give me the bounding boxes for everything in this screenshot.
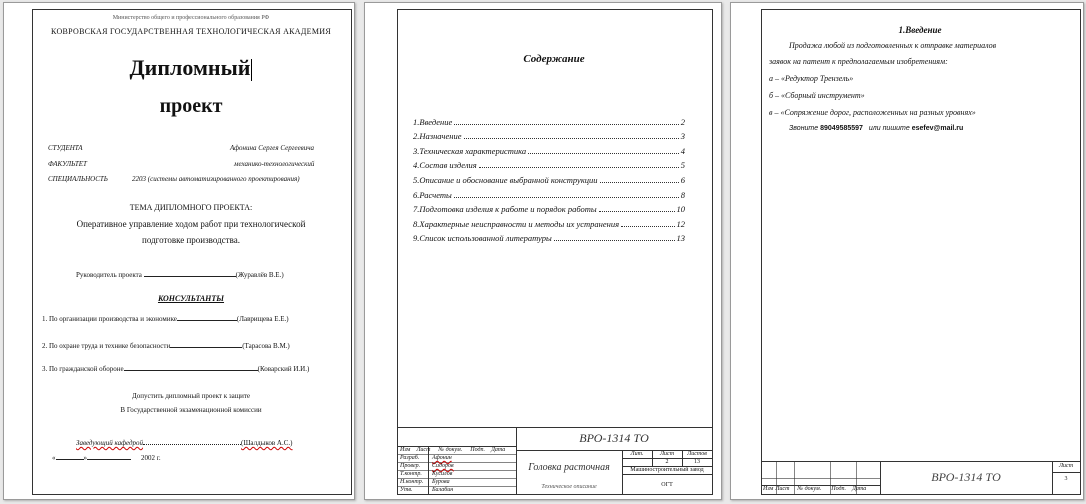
stamp-person: Сидоров	[432, 463, 454, 469]
stamp-person: Афонин	[432, 455, 452, 461]
student-value: Афонина Сергея Сергеевича	[230, 144, 315, 152]
toc-label: 7.Подготовка изделия к работе и порядок работы	[413, 204, 597, 214]
supervisor-label: Руководитель проекта	[76, 271, 142, 279]
intro-page	[730, 2, 1084, 500]
stamp-org: Машиностроительный завод	[630, 467, 704, 473]
page-frame	[397, 9, 713, 495]
stamp-code: ВРО-1314 ТО	[579, 431, 649, 445]
faculty-value: механико-технологический	[234, 160, 315, 168]
intro-para-line-2: заявок на патент к предполагаемым изобретениям:	[769, 57, 948, 66]
stamp-col: Лист	[775, 486, 790, 492]
date-row	[52, 450, 161, 462]
stamp-product-name: Головка расточная	[528, 462, 610, 473]
consultant-name: (Коварский И.И.)	[257, 365, 310, 373]
toc-label: 6.Расчеты	[413, 190, 452, 200]
theme-line-1: Оперативное управление ходом работ при технологической	[76, 219, 306, 229]
supervisor-name: (Журавлёв В.Е.)	[235, 271, 284, 279]
toc-page: 12	[676, 219, 685, 229]
invention-item: б – «Сборный инструмент»	[769, 91, 865, 100]
signature-line	[177, 311, 237, 321]
toc-entry	[413, 190, 685, 200]
contact-row	[789, 125, 963, 132]
toc-label: 2.Назначение	[413, 131, 462, 141]
signature-line	[143, 435, 241, 445]
toc-entry	[413, 204, 685, 214]
contact-mid: или пишите	[868, 125, 910, 132]
toc-entry	[413, 233, 685, 243]
toc-label: 3.Техническая характеристика	[413, 146, 527, 156]
toc-entry	[413, 175, 685, 185]
stamp-col: Лист	[416, 447, 431, 453]
month-line	[87, 450, 131, 460]
toc-page: 13	[676, 233, 685, 243]
stamp-col: № докум.	[438, 447, 463, 453]
theme-line-2: подготовке производства.	[142, 235, 240, 245]
head-label: Заведующий кафедрой	[76, 439, 144, 447]
contents-heading: Содержание	[523, 53, 585, 65]
toc-label: 5.Описание и обоснование выбранной конструкции	[413, 175, 598, 185]
admit-line-1: Допустить дипломный проект к защите	[131, 392, 251, 400]
stamp-person: Балабин	[432, 487, 454, 493]
stamp-sheet-value: 2	[665, 459, 669, 465]
toc-page: 5	[680, 160, 685, 170]
date-year: 2002 г.	[141, 454, 161, 462]
toc-page: 8	[680, 190, 685, 200]
stamp-col: Подп.	[470, 447, 486, 453]
consultant-row	[42, 361, 309, 373]
head-row	[76, 435, 293, 447]
stamp-col-headers	[400, 447, 505, 453]
specialty-value: 2203 (системы автоматизированного проектирования)	[132, 175, 300, 183]
consultant-name: (Лаврищева Е.Е.)	[236, 315, 289, 323]
toc-page: 3	[680, 131, 685, 141]
stamp-person: Кусилов	[432, 471, 453, 477]
stamp-role: Н.контр.	[400, 479, 424, 485]
stamp-sheet-label: Лист	[659, 451, 675, 457]
stamp-col: № докум.	[797, 486, 822, 492]
stamp-sheet-value: 3	[1064, 476, 1068, 482]
stamp-col: Изм	[400, 447, 411, 453]
toc-entry	[413, 117, 685, 127]
stamp-sheets-value: 13	[694, 459, 700, 465]
consultants-heading: КОНСУЛЬТАНТЫ	[157, 294, 225, 303]
title-block	[397, 427, 713, 495]
contact-prefix: Звоните	[789, 125, 819, 132]
toc-page: 2	[680, 117, 685, 127]
intro-heading: 1.Введение	[898, 25, 942, 35]
stamp-lit-label: Лит.	[630, 451, 644, 457]
stamp-org-sub: ОГТ	[661, 482, 673, 488]
toc-dots	[454, 191, 679, 198]
toc-dots	[528, 147, 679, 154]
contents-page	[364, 2, 722, 500]
toc-dots	[554, 234, 675, 241]
consultant-label: 2. По охране труда и технике безопасности	[42, 342, 171, 350]
day-line	[56, 450, 84, 460]
head-name: (Шалдыков А.С.)	[241, 439, 293, 447]
email-link[interactable]: esefev@mail.ru	[911, 125, 964, 132]
toc-dots	[464, 132, 679, 139]
specialty-label: СПЕЦИАЛЬНОСТЬ	[48, 175, 108, 183]
toc-label: 4.Состав изделия	[413, 160, 477, 170]
stamp-doc-type: Техническое описание	[541, 484, 597, 490]
stamp-col: Дата	[491, 447, 506, 453]
toc-label: 9.Список использованной литературы	[413, 233, 552, 243]
title-page	[3, 2, 355, 500]
stamp-role: Разраб.	[400, 455, 420, 461]
toc-label: 8.Характерные неисправности и методы их устранения	[413, 219, 620, 229]
toc-dots	[454, 118, 679, 125]
stamp-role: Утв.	[400, 487, 413, 493]
stamp-sheet-label: Лист	[1058, 463, 1074, 469]
theme-label: ТЕМА ДИПЛОМНОГО ПРОЕКТА:	[129, 203, 253, 212]
consultant-label: 1. По организации производства и экономике	[42, 315, 177, 323]
ministry-text: Министерство общего и профессионального образования РФ	[112, 15, 270, 21]
title-line-1: Дипломный	[129, 55, 251, 80]
stamp-role: Т.контр.	[400, 471, 422, 477]
supervisor-row	[76, 267, 284, 279]
page-frame	[32, 9, 352, 495]
signature-line	[170, 338, 242, 348]
student-label: СТУДЕНТА	[48, 144, 83, 152]
admit-line-2: В Государственной экзаменационной комиссии	[120, 406, 262, 414]
stamp-role: Провер.	[400, 463, 421, 469]
toc-page: 10	[676, 204, 685, 214]
phone-number: 89049585597	[820, 125, 863, 132]
consultant-label: 3. По гражданской обороне	[42, 365, 124, 373]
stamp-col: Изм	[763, 486, 774, 492]
toc-entry	[413, 146, 685, 156]
toc-page: 6	[680, 175, 685, 185]
title-block	[761, 461, 1081, 495]
stamp-col: Подп.	[831, 486, 847, 492]
toc-dots	[600, 176, 679, 183]
date-quote-open: «	[52, 454, 56, 462]
invention-item: в – «Сопряжение дорог, расположенных на разных уровнях»	[769, 108, 976, 117]
consultant-name: (Тарасова В.М.)	[242, 342, 290, 350]
toc-list	[399, 113, 699, 249]
toc-dots	[479, 161, 679, 168]
academy-name: КОВРОВСКАЯ ГОСУДАРСТВЕННАЯ ТЕХНОЛОГИЧЕСКАЯ АКАДЕМИЯ	[51, 27, 331, 36]
consultant-row	[42, 338, 290, 350]
toc-dots	[621, 220, 674, 227]
toc-page: 4	[680, 146, 685, 156]
consultant-row	[42, 311, 289, 323]
invention-item: а – «Редуктор Трензель»	[769, 74, 854, 83]
toc-entry	[413, 131, 685, 141]
toc-label: 1.Введение	[413, 117, 453, 127]
intro-para-line-1: Продажа любой из подготовленных к отправке материалов	[789, 41, 997, 50]
title-line-2: проект	[159, 95, 223, 117]
signature-line	[144, 267, 236, 277]
signature-line	[124, 361, 258, 371]
stamp-person: Бурова	[432, 479, 450, 485]
stamp-sheets-label: Листов	[687, 451, 707, 457]
faculty-label: ФАКУЛЬТЕТ	[48, 160, 87, 168]
date-quote-close: »	[83, 454, 87, 462]
stamp-col-headers	[763, 486, 866, 492]
toc-dots	[599, 205, 675, 212]
toc-entry	[413, 160, 685, 170]
text-cursor	[251, 59, 252, 81]
stamp-col: Дата	[852, 486, 867, 492]
stamp-code: ВРО-1314 ТО	[931, 470, 1001, 484]
toc-entry	[413, 219, 685, 229]
